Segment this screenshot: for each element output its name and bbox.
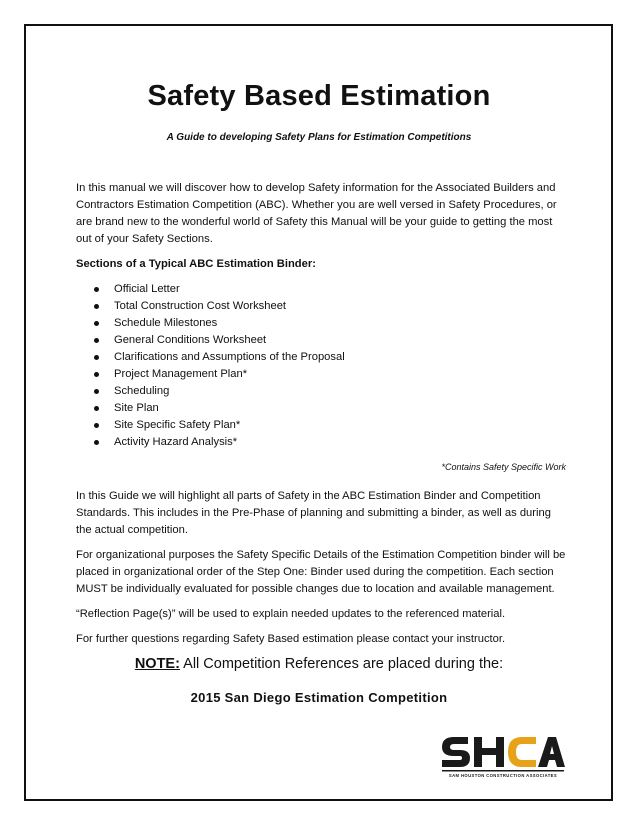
note-text: All Competition References are placed during the: [179,656,504,672]
bullet-icon [94,423,99,428]
guide-paragraph: In this Guide we will highlight all parts of Safety in the ABC Estimation Binder and Competition Standards. This includes in the Pre-Phase of planning and submitting a binder, as well as during the actual competition. [76,490,551,536]
list-item-label: Clarifications and Assumptions of the Proposal [114,351,345,363]
bullet-icon [94,440,99,445]
list-item [94,434,566,451]
bullet-icon [94,389,99,394]
list-item-label: Schedule Milestones [114,317,218,329]
document-title: Safety Based Estimation [147,80,491,112]
bullet-icon [94,287,99,292]
list-item [94,417,566,434]
intro-paragraph: In this manual we will discover how to develop Safety information for the Associated Builders and Contractors Estimation Competition (ABC). Whether you are well versed in Safety Procedures, or are brand new to the wonderful world of Safety this Manual will be your guide to getting the most out of your Safety Sections. [76,182,557,245]
list-item [94,366,566,383]
document-body [76,180,566,656]
list-item [94,298,566,315]
bullet-icon [94,338,99,343]
list-item [94,281,566,298]
list-item [94,383,566,400]
svg-text:SAM HOUSTON CONSTRUCTION ASSOC: SAM HOUSTON CONSTRUCTION ASSOCIATES [448,773,558,778]
document-subtitle: A Guide to developing Safety Plans for Estimation Competitions [166,132,472,143]
shca-logo [440,733,565,779]
list-item [94,315,566,332]
list-item-label: Site Plan [114,402,159,414]
shca-logo-graphic [440,733,565,779]
sections-heading: Sections of a Typical ABC Estimation Binder: [76,258,316,270]
bullet-icon [94,372,99,377]
bullet-icon [94,321,99,326]
bullet-icon [94,355,99,360]
list-item-label: General Conditions Worksheet [114,334,267,346]
reflection-paragraph: “Reflection Page(s)” will be used to explain needed updates to the referenced material. [76,608,506,620]
safety-footnote: *Contains Safety Specific Work [441,462,566,472]
contact-paragraph: For further questions regarding Safety Based estimation please contact your instructor. [76,633,506,645]
list-item-label: Activity Hazard Analysis* [114,436,238,448]
list-item-label: Project Management Plan* [114,368,248,380]
sections-list [76,281,566,451]
note-line [0,656,638,672]
list-item [94,349,566,366]
list-item-label: Scheduling [114,385,170,397]
organization-paragraph: For organizational purposes the Safety Specific Details of the Estimation Competition binder will be placed in organizational order of the Step One: Binder used during the competition. Each section MUST be individually evaluated for possible changes due to location and available management. [76,549,566,595]
list-item-label: Site Specific Safety Plan* [114,419,241,431]
bullet-icon [94,304,99,309]
list-item [94,400,566,417]
list-item-label: Total Construction Cost Worksheet [114,300,287,312]
bullet-icon [94,406,99,411]
list-item-label: Official Letter [114,283,180,295]
note-label: NOTE: [134,656,180,672]
competition-name: 2015 San Diego Estimation Competition [190,690,448,705]
list-item [94,332,566,349]
